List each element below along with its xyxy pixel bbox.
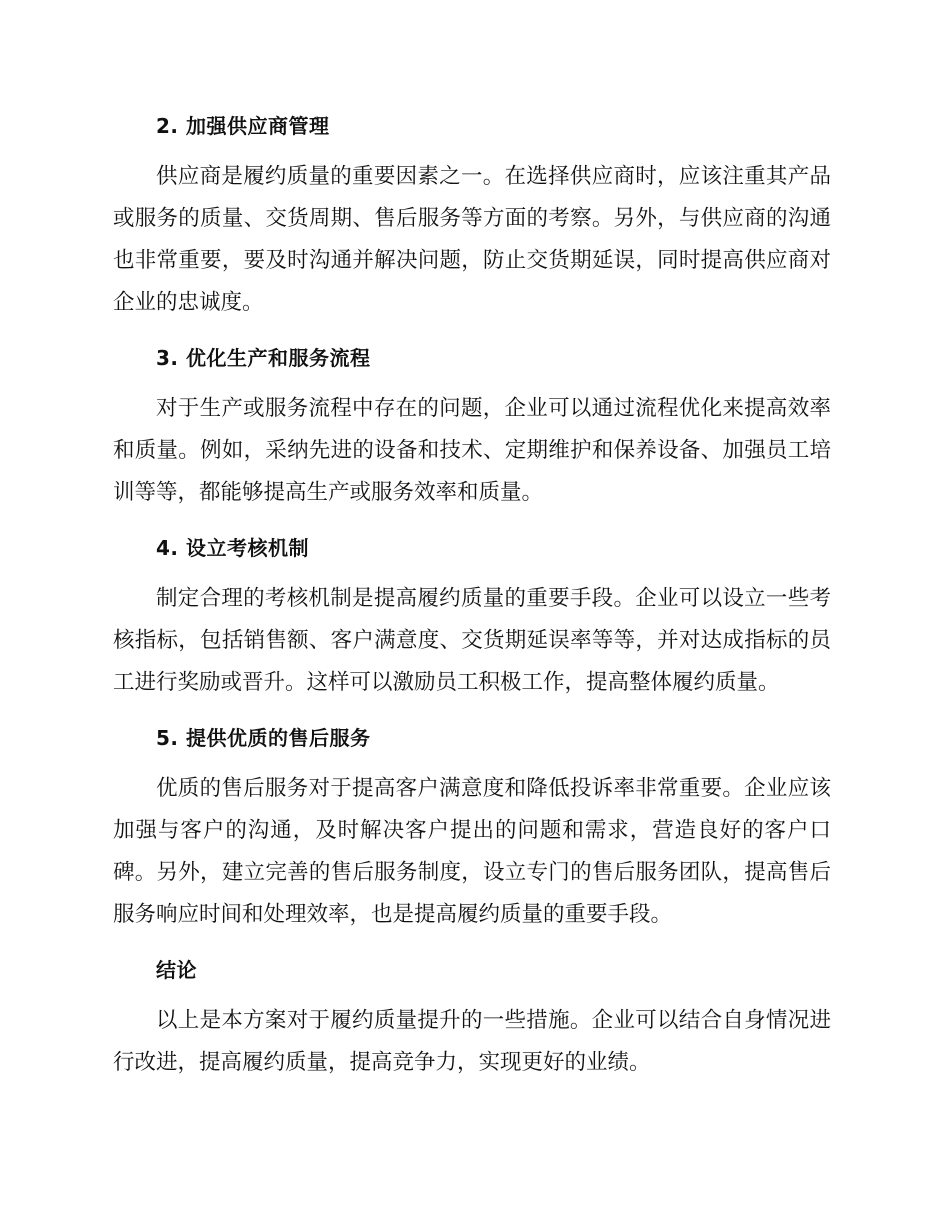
section-body-supplier: 供应商是履约质量的重要因素之一。在选择供应商时，应该注重其产品或服务的质量、交货周期、售后服务等方面的考察。另外，与供应商的沟通也非常重要，要及时沟通并解决问题，防止交货期延误，同时提高供应商对企业的忠诚度。 [113,164,831,315]
document-page [113,102,831,1094]
section-body-after-sales: 优质的售后服务对于提高客户满意度和降低投诉率非常重要。企业应该加强与客户的沟通，及时解决客户提出的问题和需求，营造良好的客户口碑。另外，建立完善的售后服务制度，设立专门的售后服务团队，提高售后服务响应时间和处理效率，也是提高履约质量的重要手段。 [113,776,831,927]
section-heading-process: 3. 优化生产和服务流程 [156,346,371,370]
section-body-process: 对于生产或服务流程中存在的问题，企业可以通过流程优化来提高效率和质量。例如，采纳先进的设备和技术、定期维护和保养设备、加强员工培训等等，都能够提高生产或服务效率和质量。 [113,396,831,505]
section-heading-conclusion: 结论 [156,958,197,982]
section-body-conclusion: 以上是本方案对于履约质量提升的一些措施。企业可以结合自身情况进行改进，提高履约质量，提高竞争力，实现更好的业绩。 [113,1008,831,1075]
section-body-assessment: 制定合理的考核机制是提高履约质量的重要手段。企业可以设立一些考核指标，包括销售额、客户满意度、交货期延误率等等，并对达成指标的员工进行奖励或晋升。这样可以激励员工积极工作，提高整体履约质量。 [113,586,831,695]
section-heading-supplier: 2. 加强供应商管理 [156,114,330,138]
section-heading-assessment: 4. 设立考核机制 [156,536,309,560]
section-heading-after-sales: 5. 提供优质的售后服务 [156,726,371,750]
